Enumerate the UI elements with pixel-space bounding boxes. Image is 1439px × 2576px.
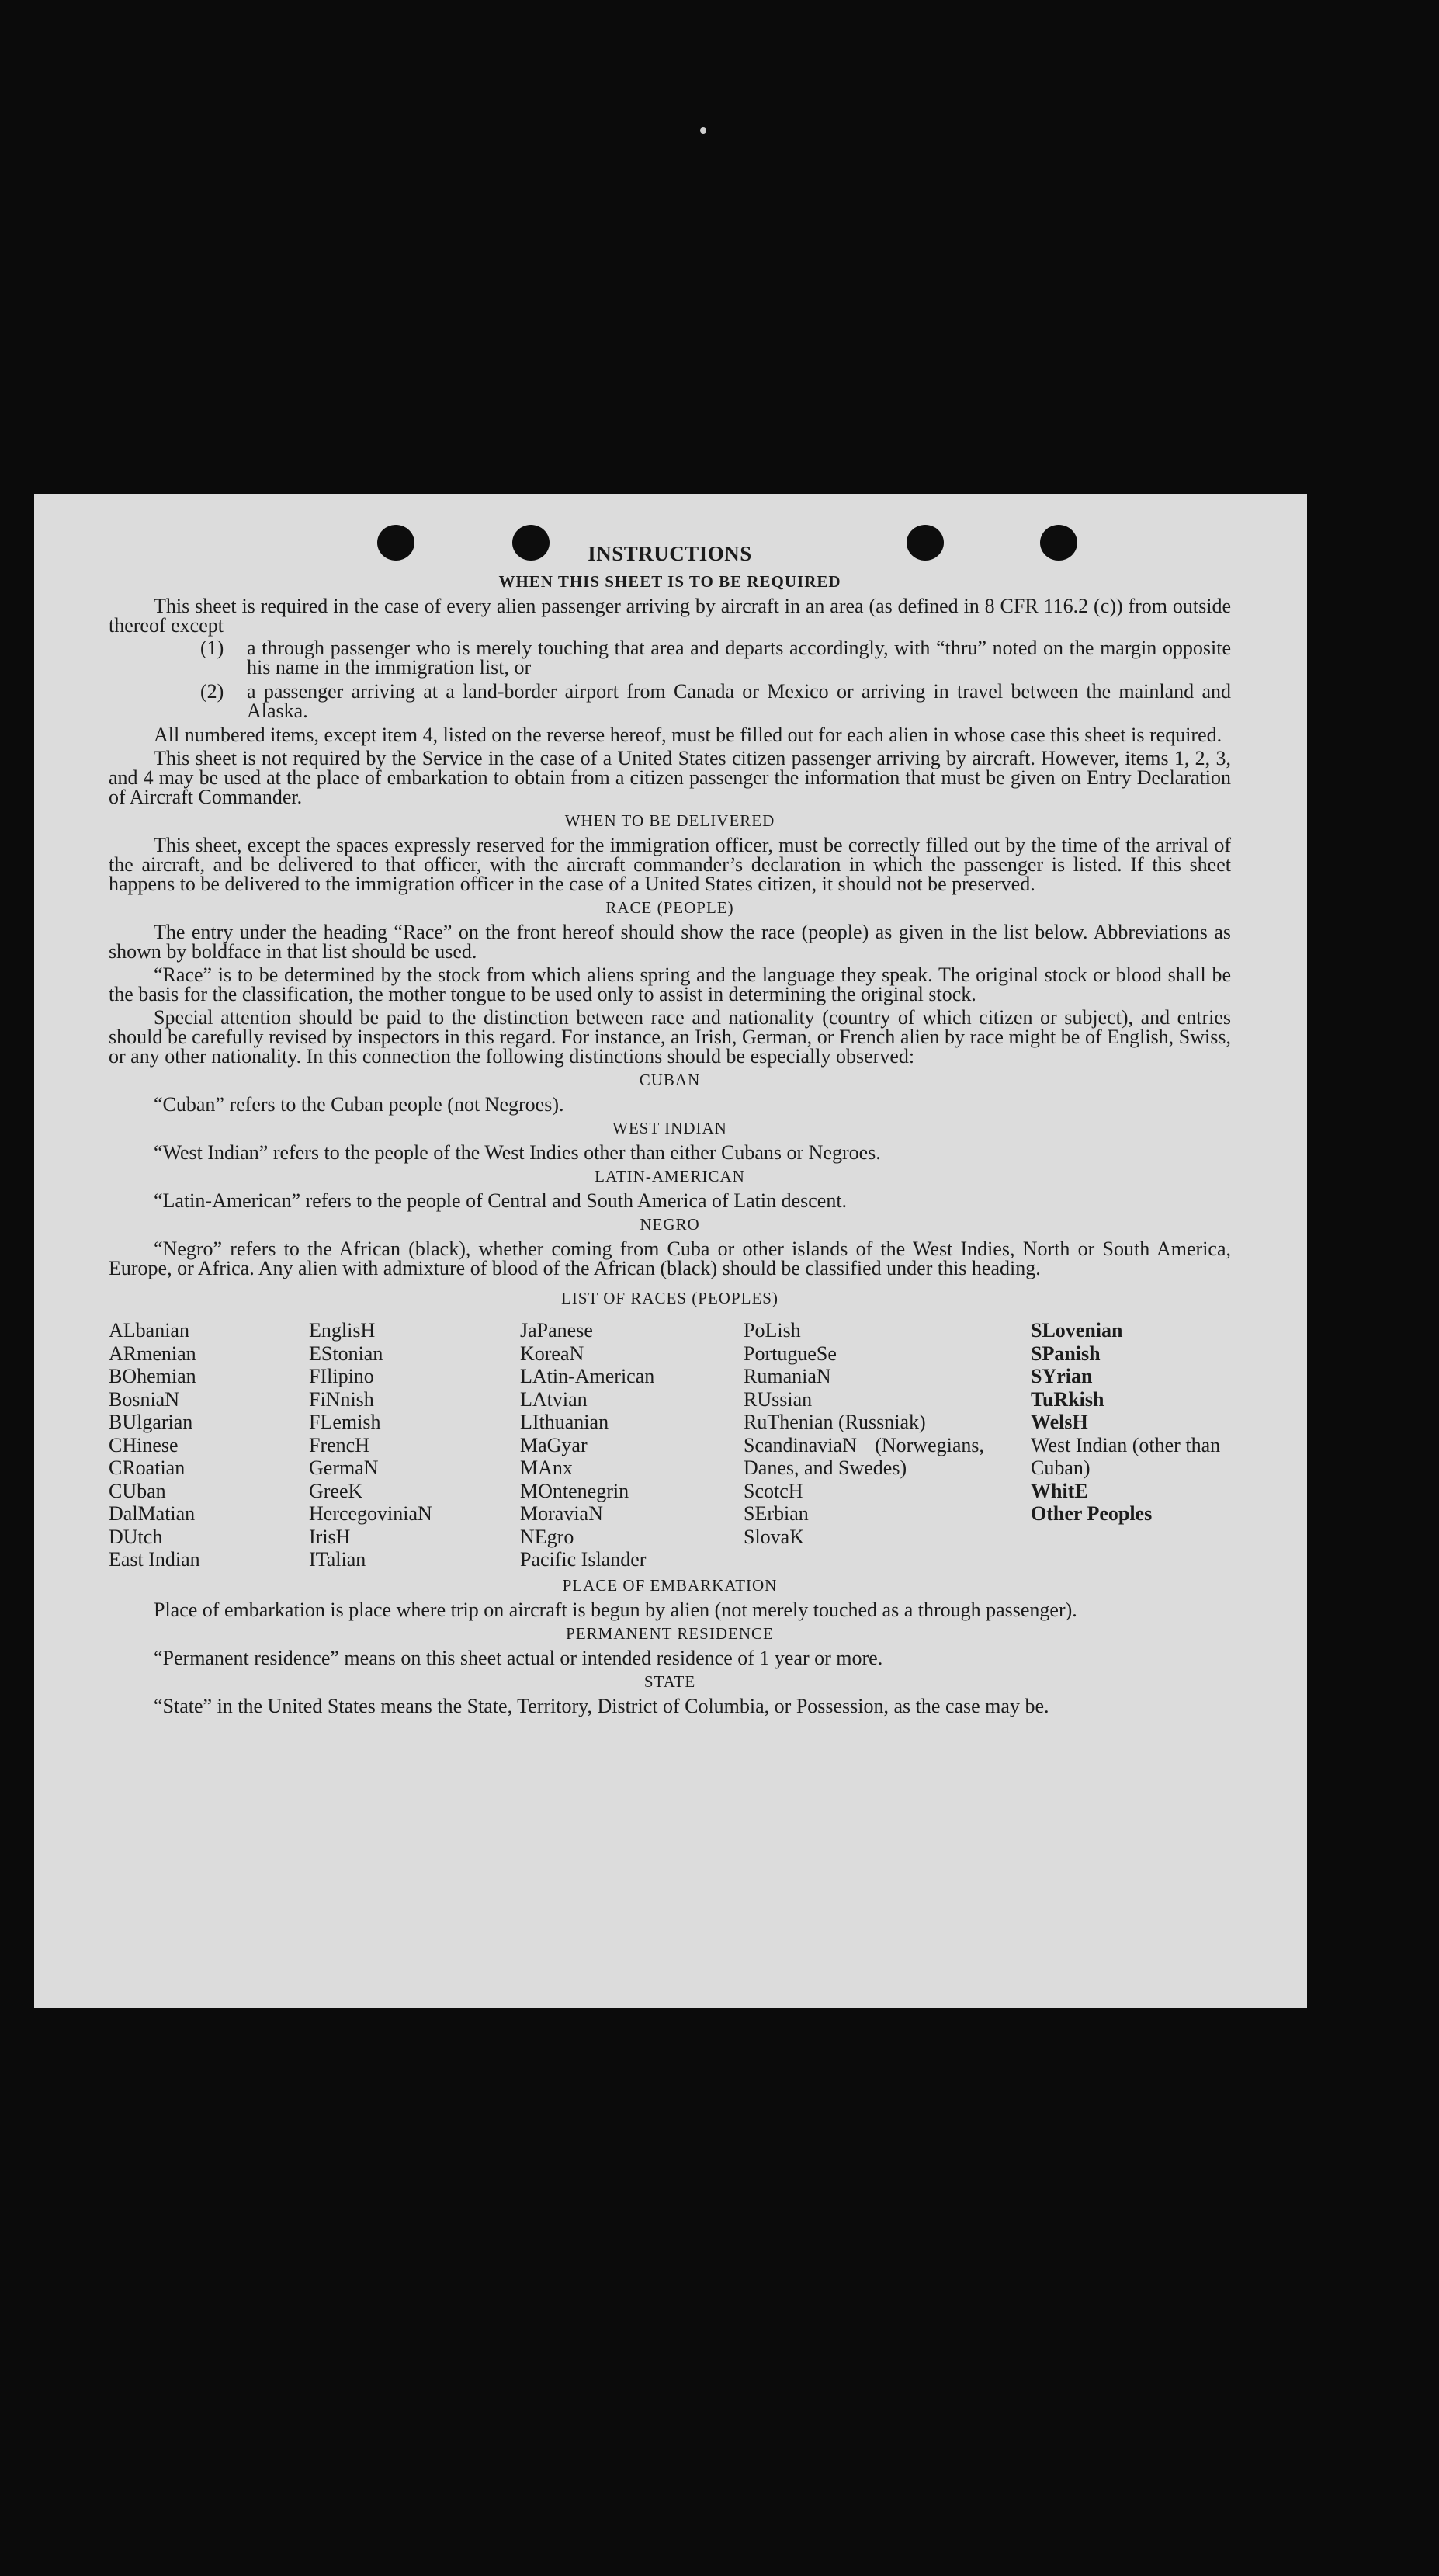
section-heading: RACE (PEOPLE) xyxy=(605,898,734,917)
section-heading: LIST OF RACES (PEOPLES) xyxy=(561,1289,778,1307)
race-entry: SErbian xyxy=(744,1502,809,1525)
list-item xyxy=(109,682,1231,720)
section-heading: NEGRO xyxy=(640,1215,700,1234)
section-heading: WEST INDIAN xyxy=(612,1119,727,1137)
exception-list xyxy=(109,638,1231,720)
race-entry: GermaN xyxy=(309,1456,379,1479)
race-entry: ALbanian xyxy=(109,1319,189,1342)
race-entry: PoLish xyxy=(744,1319,801,1342)
race-entry: SlovaK xyxy=(744,1525,804,1548)
section-heading: LATIN-AMERICAN xyxy=(595,1167,745,1186)
race-entry: CRoatian xyxy=(109,1456,186,1479)
paragraph: “Permanent residence” means on this sheet actual or intended residence of 1 year or more. xyxy=(154,1646,883,1669)
race-entry: PortugueSe xyxy=(744,1342,837,1365)
race-entry: ITalian xyxy=(309,1548,366,1571)
races-list xyxy=(109,1319,1231,1571)
paragraph: “Latin-American” refers to the people of Central and South America of Latin descent. xyxy=(154,1189,848,1212)
race-entry: FIlipino xyxy=(309,1365,374,1387)
races-column xyxy=(520,1319,744,1571)
race-entry: SYrian xyxy=(1031,1365,1093,1387)
race-entry: CUban xyxy=(109,1479,166,1502)
paragraph: “Cuban” refers to the Cuban people (not Negroes). xyxy=(154,1093,564,1116)
section-heading: WHEN THIS SHEET IS TO BE REQUIRED xyxy=(498,572,841,591)
race-entry: LAtin-American xyxy=(520,1365,655,1387)
race-entry: ScandinaviaN (Norwegians, Danes, and Swedes) xyxy=(744,1433,984,1479)
dust-speck xyxy=(700,127,706,134)
race-entry: ARmenian xyxy=(109,1342,196,1365)
item-text: a through passenger who is merely touching that area and departs accordingly, with “thru” noted on the margin opposite his name in the immigration list, or xyxy=(247,637,1231,679)
race-entry: FiNnish xyxy=(309,1387,374,1411)
paragraph: Place of embarkation is place where trip on aircraft is begun by alien (not merely touched as a through passenger). xyxy=(154,1598,1077,1621)
section-heading: PERMANENT RESIDENCE xyxy=(566,1623,774,1643)
sheet-content xyxy=(109,542,1231,1716)
section-heading: CUBAN xyxy=(639,1071,701,1089)
paragraph: Special attention should be paid to the distinction between race and nationality (country of which citizen or subject), and entries should be carefully revised by inspectors in this regard. For instance, an Irish, German, or French alien by race might be of English, Swiss, or any other nationality. In this connection the following distinctions should be especially observed: xyxy=(109,1006,1231,1068)
race-entry: FLemish xyxy=(309,1411,381,1433)
sheet-title: INSTRUCTIONS xyxy=(588,542,752,565)
races-column xyxy=(109,1319,309,1571)
race-entry: EnglisH xyxy=(309,1319,376,1342)
race-entry: Other Peoples xyxy=(1031,1502,1153,1525)
race-entry: West Indian (other than Cuban) xyxy=(1031,1433,1221,1479)
race-entry: MoraviaN xyxy=(520,1502,603,1525)
race-entry: NEgro xyxy=(520,1525,574,1548)
race-entry: FrencH xyxy=(309,1433,369,1456)
paragraph: This sheet, except the spaces expressly reserved for the immigration officer, must be correctly filled out by the time of the arrival of the aircraft, and be delivered to that officer, with the aircraft commander’s declaration in which the passenger is listed. If this sheet happens to be delivered to the immigration officer in the case of a United States citizen, it should not be preserved. xyxy=(109,834,1231,895)
race-entry: DalMatian xyxy=(109,1502,196,1525)
race-entry: BOhemian xyxy=(109,1365,196,1387)
races-column xyxy=(309,1319,520,1571)
race-entry: LAtvian xyxy=(520,1387,588,1411)
item-number: (2) xyxy=(200,680,224,703)
race-entry: JaPanese xyxy=(520,1319,593,1342)
instruction-sheet xyxy=(34,494,1307,2008)
race-entry: MOntenegrin xyxy=(520,1479,629,1502)
race-entry: EStonian xyxy=(309,1342,383,1365)
race-entry: RumaniaN xyxy=(744,1365,831,1387)
item-text: a passenger arriving at a land-border airport from Canada or Mexico or arriving in travel between the mainland and Alaska. xyxy=(247,680,1231,722)
paragraph: All numbered items, except item 4, listed on the reverse hereof, must be filled out for each alien in whose case this sheet is required. xyxy=(154,724,1222,746)
race-entry: KoreaN xyxy=(520,1342,584,1365)
race-entry: WelsH xyxy=(1031,1411,1088,1433)
section-heading: PLACE OF EMBARKATION xyxy=(562,1575,778,1595)
races-column xyxy=(744,1319,1031,1571)
race-entry: SLovenian xyxy=(1031,1319,1123,1342)
race-entry: CHinese xyxy=(109,1433,179,1456)
section-heading: WHEN TO BE DELIVERED xyxy=(564,811,775,830)
paragraph: “Negro” refers to the African (black), whether coming from Cuba or other islands of the West Indies, North or South America, Europe, or Africa. Any alien with admixture of blood of the African (black) should be classified under this heading. xyxy=(109,1238,1231,1279)
race-entry: RUssian xyxy=(744,1387,813,1411)
item-number: (1) xyxy=(200,637,224,659)
race-entry: HercegoviniaN xyxy=(309,1502,432,1525)
paragraph: This sheet is not required by the Service in the case of a United States citizen passenger arriving by aircraft. However, items 1, 2, 3, and 4 may be used at the place of embarkation to obtain from a citizen passenger the information that must be given on Entry Declaration of Aircraft Commander. xyxy=(109,747,1231,808)
race-entry: TuRkish xyxy=(1031,1387,1104,1411)
race-entry: IrisH xyxy=(309,1525,351,1548)
race-entry: GreeK xyxy=(309,1479,363,1502)
race-entry: WhitE xyxy=(1031,1479,1088,1502)
paragraph: The entry under the heading “Race” on the front hereof should show the race (people) as given in the list below. Abbreviations as shown by boldface in that list should be used. xyxy=(109,921,1231,963)
race-entry: BUlgarian xyxy=(109,1411,193,1433)
race-entry: RuThenian (Russniak) xyxy=(744,1411,926,1433)
race-entry: Pacific Islander xyxy=(520,1548,647,1571)
list-item xyxy=(109,638,1231,677)
section-heading: STATE xyxy=(643,1672,696,1691)
race-entry: BosniaN xyxy=(109,1387,179,1411)
races-column xyxy=(1031,1319,1231,1571)
race-entry: ScotcH xyxy=(744,1479,803,1502)
paragraph: This sheet is required in the case of every alien passenger arriving by aircraft in an area (as defined in 8 CFR 116.2 (c)) from outside thereof except xyxy=(109,595,1231,637)
race-entry: DUtch xyxy=(109,1525,163,1548)
race-entry: MaGyar xyxy=(520,1433,588,1456)
race-entry: East Indian xyxy=(109,1548,200,1571)
race-entry: SPanish xyxy=(1031,1342,1101,1365)
paragraph: “Race” is to be determined by the stock from which aliens spring and the language they speak. The original stock or blood shall be the basis for the classification, the mother tongue to be used only to assist in determining the original stock. xyxy=(109,963,1231,1005)
paragraph: “West Indian” refers to the people of the West Indies other than either Cubans or Negroes. xyxy=(154,1141,881,1164)
race-entry: MAnx xyxy=(520,1456,573,1479)
paragraph: “State” in the United States means the State, Territory, District of Columbia, or Possession, as the case may be. xyxy=(154,1694,1049,1717)
race-entry: LIthuanian xyxy=(520,1411,609,1433)
